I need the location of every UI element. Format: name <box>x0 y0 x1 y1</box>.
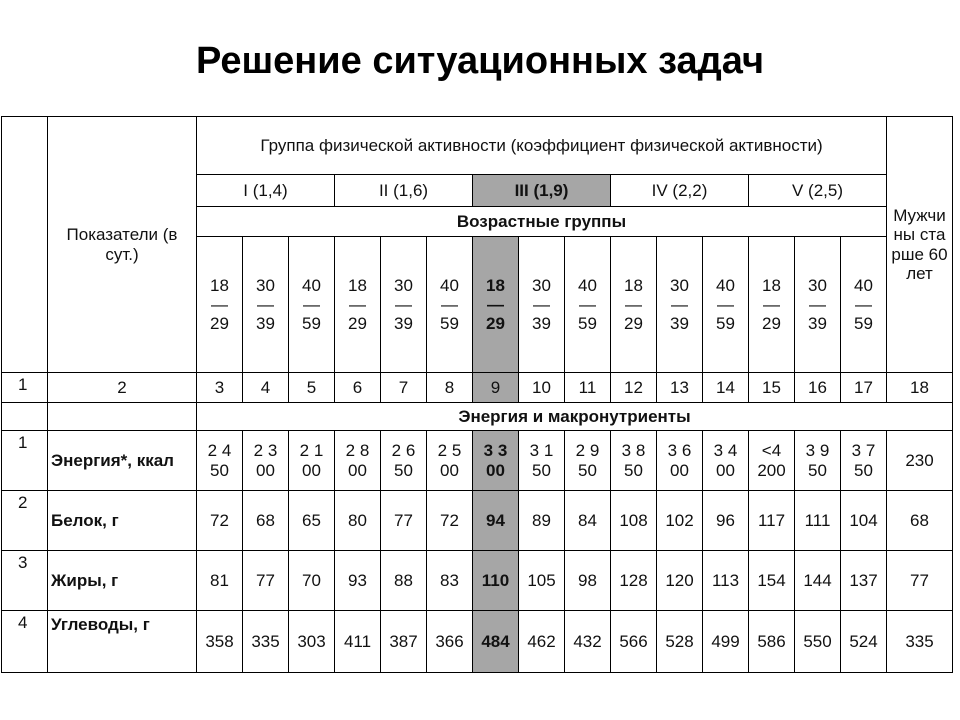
age-cell: 18 — 29 <box>335 237 381 373</box>
column-number-highlighted: 9 <box>473 373 519 403</box>
value-cell: 3 7 50 <box>841 431 887 491</box>
value-cell: 432 <box>565 611 611 673</box>
age-cell: 40 — 59 <box>427 237 473 373</box>
value-cell: 524 <box>841 611 887 673</box>
value-cell: 68 <box>243 491 289 551</box>
value-cell: 105 <box>519 551 565 611</box>
indicators-header-text: Показатели (в сут.) <box>66 225 178 264</box>
group-header: IV (2,2) <box>611 175 749 207</box>
slide-title: Решение ситуационных задач <box>195 40 765 82</box>
value-cell: 2 4 50 <box>197 431 243 491</box>
age-cell: 18 — 29 <box>197 237 243 373</box>
column-number: 3 <box>197 373 243 403</box>
section-blank-cell <box>48 403 197 431</box>
value-cell: 2 8 00 <box>335 431 381 491</box>
group-header: V (2,5) <box>749 175 887 207</box>
value-cell: 2 5 00 <box>427 431 473 491</box>
age-cell: 18 — 29 <box>749 237 795 373</box>
row-number: 3 <box>2 551 48 611</box>
column-number: 1 <box>2 373 48 403</box>
value-cell: 104 <box>841 491 887 551</box>
column-number: 6 <box>335 373 381 403</box>
value-cell: 88 <box>381 551 427 611</box>
value-cell: 499 <box>703 611 749 673</box>
column-number: 11 <box>565 373 611 403</box>
value-cell: 528 <box>657 611 703 673</box>
row-number: 4 <box>2 611 48 673</box>
value-cell: 77 <box>381 491 427 551</box>
section-header: Энергия и макронутриенты <box>197 403 953 431</box>
value-cell: 3 8 50 <box>611 431 657 491</box>
value-cell: 65 <box>289 491 335 551</box>
column-number: 17 <box>841 373 887 403</box>
men-value-cell: 77 <box>887 551 953 611</box>
value-cell: 586 <box>749 611 795 673</box>
column-number: 16 <box>795 373 841 403</box>
value-cell: 411 <box>335 611 381 673</box>
group-header: I (1,4) <box>197 175 335 207</box>
section-blank-cell <box>2 403 48 431</box>
value-cell: 72 <box>197 491 243 551</box>
value-cell-highlighted: 94 <box>473 491 519 551</box>
age-cell: 40 — 59 <box>565 237 611 373</box>
activity-header: Группа физической активности (коэффициент физической активности) <box>197 117 887 175</box>
value-cell: 72 <box>427 491 473 551</box>
value-cell: 80 <box>335 491 381 551</box>
value-cell: 335 <box>243 611 289 673</box>
value-cell: 366 <box>427 611 473 673</box>
value-cell: 117 <box>749 491 795 551</box>
value-cell-highlighted: 110 <box>473 551 519 611</box>
value-cell: 111 <box>795 491 841 551</box>
row-number: 1 <box>2 431 48 491</box>
value-cell: 144 <box>795 551 841 611</box>
column-number: 18 <box>887 373 953 403</box>
indicators-header <box>48 117 197 373</box>
age-cell-highlighted: 18 — 29 <box>473 237 519 373</box>
column-number: 15 <box>749 373 795 403</box>
value-cell-highlighted: 484 <box>473 611 519 673</box>
men-value-cell: 335 <box>887 611 953 673</box>
nutrition-table <box>1 116 953 673</box>
row-number: 2 <box>2 491 48 551</box>
value-cell: 98 <box>565 551 611 611</box>
column-number: 7 <box>381 373 427 403</box>
column-numbers-row <box>2 373 953 403</box>
age-cell: 40 — 59 <box>841 237 887 373</box>
column-number: 8 <box>427 373 473 403</box>
row-label: Жиры, г <box>48 551 197 611</box>
value-cell: 102 <box>657 491 703 551</box>
value-cell: 93 <box>335 551 381 611</box>
table-row-protein <box>2 491 953 551</box>
column-number: 4 <box>243 373 289 403</box>
value-cell: 2 6 50 <box>381 431 427 491</box>
men-value-cell: 68 <box>887 491 953 551</box>
value-cell: 3 4 00 <box>703 431 749 491</box>
age-cell: 40 — 59 <box>703 237 749 373</box>
value-cell: 137 <box>841 551 887 611</box>
value-cell: 2 3 00 <box>243 431 289 491</box>
value-cell: 96 <box>703 491 749 551</box>
column-number: 2 <box>48 373 197 403</box>
column-number: 14 <box>703 373 749 403</box>
value-cell: <4 200 <box>749 431 795 491</box>
age-groups-header: Возрастные группы <box>197 207 887 237</box>
column-number: 12 <box>611 373 657 403</box>
value-cell: 113 <box>703 551 749 611</box>
row-label: Углеводы, г <box>48 611 197 673</box>
value-cell-highlighted: 3 3 00 <box>473 431 519 491</box>
column-number: 5 <box>289 373 335 403</box>
value-cell: 3 6 00 <box>657 431 703 491</box>
header-blank-cell <box>2 117 48 373</box>
value-cell: 81 <box>197 551 243 611</box>
age-cell: 30 — 39 <box>381 237 427 373</box>
table-row-energy <box>2 431 953 491</box>
value-cell: 84 <box>565 491 611 551</box>
age-cell: 40 — 59 <box>289 237 335 373</box>
value-cell: 303 <box>289 611 335 673</box>
value-cell: 108 <box>611 491 657 551</box>
value-cell: 83 <box>427 551 473 611</box>
value-cell: 358 <box>197 611 243 673</box>
value-cell: 120 <box>657 551 703 611</box>
value-cell: 128 <box>611 551 657 611</box>
value-cell: 77 <box>243 551 289 611</box>
men-value-cell: 230 <box>887 431 953 491</box>
row-label: Энергия*, ккал <box>48 431 197 491</box>
group-header: II (1,6) <box>335 175 473 207</box>
age-cell: 30 — 39 <box>243 237 289 373</box>
age-cell: 30 — 39 <box>657 237 703 373</box>
row-label: Белок, г <box>48 491 197 551</box>
group-header-highlighted: III (1,9) <box>473 175 611 207</box>
value-cell: 387 <box>381 611 427 673</box>
value-cell: 550 <box>795 611 841 673</box>
value-cell: 3 9 50 <box>795 431 841 491</box>
column-number: 10 <box>519 373 565 403</box>
age-cell: 18 — 29 <box>611 237 657 373</box>
value-cell: 89 <box>519 491 565 551</box>
value-cell: 462 <box>519 611 565 673</box>
value-cell: 566 <box>611 611 657 673</box>
value-cell: 154 <box>749 551 795 611</box>
value-cell: 2 9 50 <box>565 431 611 491</box>
value-cell: 70 <box>289 551 335 611</box>
column-number: 13 <box>657 373 703 403</box>
men-header: Мужчины старше 60 лет <box>887 117 953 373</box>
value-cell: 3 1 50 <box>519 431 565 491</box>
age-cell: 30 — 39 <box>519 237 565 373</box>
table-row-carbs <box>2 611 953 673</box>
age-cell: 30 — 39 <box>795 237 841 373</box>
value-cell: 2 1 00 <box>289 431 335 491</box>
table-row-fats <box>2 551 953 611</box>
